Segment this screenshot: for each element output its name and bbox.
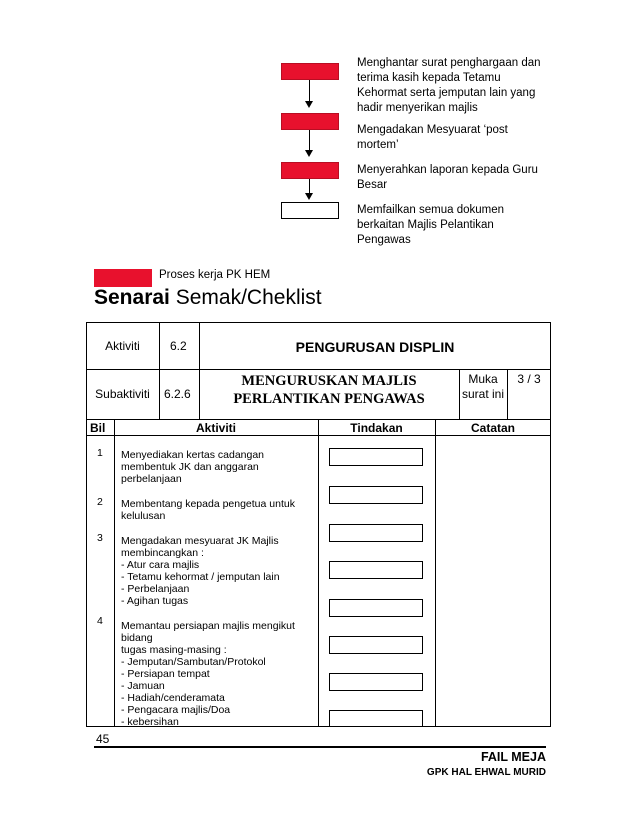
list-item: Mengadakan mesyuarat JK Majlis membincangkan : - Atur cara majlis - Tetamu kehormat / jemputan lain - Perbelanjaan - Agihan tugas <box>121 535 280 607</box>
row-number: 4 <box>97 615 103 627</box>
flow-connector <box>309 179 310 194</box>
flow-connector <box>309 80 310 103</box>
subaktiviti-title: MENGURUSKAN MAJLIS PERLANTIKAN PENGAWAS <box>233 373 425 407</box>
table-rule <box>114 419 115 727</box>
legend-label: Proses kerja PK HEM <box>159 269 271 281</box>
flow-step-2 <box>281 113 339 130</box>
flow-note-1: Menghantar surat penghargaan dan terima kasih kepada Tetamu Kehormat serta jemputan lain yang hadir menyerikan majlis <box>357 57 541 114</box>
tindakan-checkbox[interactable] <box>329 561 423 579</box>
subaktiviti-code: 6.2.6 <box>164 387 191 401</box>
arrow-down-icon <box>305 150 313 157</box>
subaktiviti-label: Subaktiviti <box>95 387 150 401</box>
arrow-down-icon <box>305 101 313 108</box>
row-number: 2 <box>97 496 103 508</box>
tindakan-checkbox[interactable] <box>329 599 423 617</box>
tindakan-checkbox[interactable] <box>329 448 423 466</box>
row-number: 3 <box>97 532 103 544</box>
aktiviti-label: Aktiviti <box>105 339 140 353</box>
table-rule <box>318 419 319 727</box>
flow-note-4: Memfailkan semua dokumen berkaitan Majlis Pelantikan Pengawas <box>357 204 505 246</box>
legend-red-box <box>94 269 152 287</box>
footer-divider <box>94 746 546 748</box>
table-rule <box>199 322 200 419</box>
muka-surat-label: Muka surat ini <box>461 372 505 401</box>
tindakan-checkbox[interactable] <box>329 524 423 542</box>
list-item: Memantau persiapan majlis mengikut bidang tugas masing-masing : - Jemputan/Sambutan/Protokol - Persiapan tempat - Jamuan - Hadiah/cenderamata - Pengacara majlis/Doa - kebersihan <box>121 620 295 728</box>
flow-step-4 <box>281 202 339 219</box>
page-of: 3 / 3 <box>517 372 541 386</box>
row-number: 1 <box>97 447 103 459</box>
col-header-bil: Bil <box>90 421 106 435</box>
table-rule <box>159 322 160 419</box>
footer-gpk: GPK HAL EHWAL MURID <box>426 767 546 778</box>
tindakan-checkbox[interactable] <box>329 673 423 691</box>
aktiviti-code: 6.2 <box>170 339 187 353</box>
table-rule <box>435 419 436 727</box>
tindakan-checkbox[interactable] <box>329 636 423 654</box>
aktiviti-title: PENGURUSAN DISPLIN <box>295 339 455 355</box>
col-header-tindakan: Tindakan <box>350 421 403 435</box>
footer-fail-meja: FAIL MEJA <box>480 750 546 764</box>
flow-note-3: Menyerahkan laporan kepada Guru Besar <box>357 164 538 191</box>
page-title: Senarai Semak/Cheklist <box>94 286 322 309</box>
arrow-down-icon <box>305 193 313 200</box>
col-header-aktiviti: Aktiviti <box>195 421 236 435</box>
col-header-catatan: Catatan <box>470 421 515 435</box>
page-number: 45 <box>96 732 110 746</box>
flow-step-1 <box>281 63 339 80</box>
table-rule <box>86 369 551 370</box>
flow-note-2: Mengadakan Mesyuarat ‘post mortem’ <box>357 124 508 151</box>
tindakan-checkbox[interactable] <box>329 486 423 504</box>
list-item: Menyediakan kertas cadangan membentuk JK dan anggaran perbelanjaan <box>121 449 265 485</box>
flow-step-3 <box>281 162 339 179</box>
flow-connector <box>309 130 310 152</box>
list-item: Membentang kepada pengetua untuk kelulusan <box>121 498 295 522</box>
tindakan-checkbox[interactable] <box>329 710 423 727</box>
